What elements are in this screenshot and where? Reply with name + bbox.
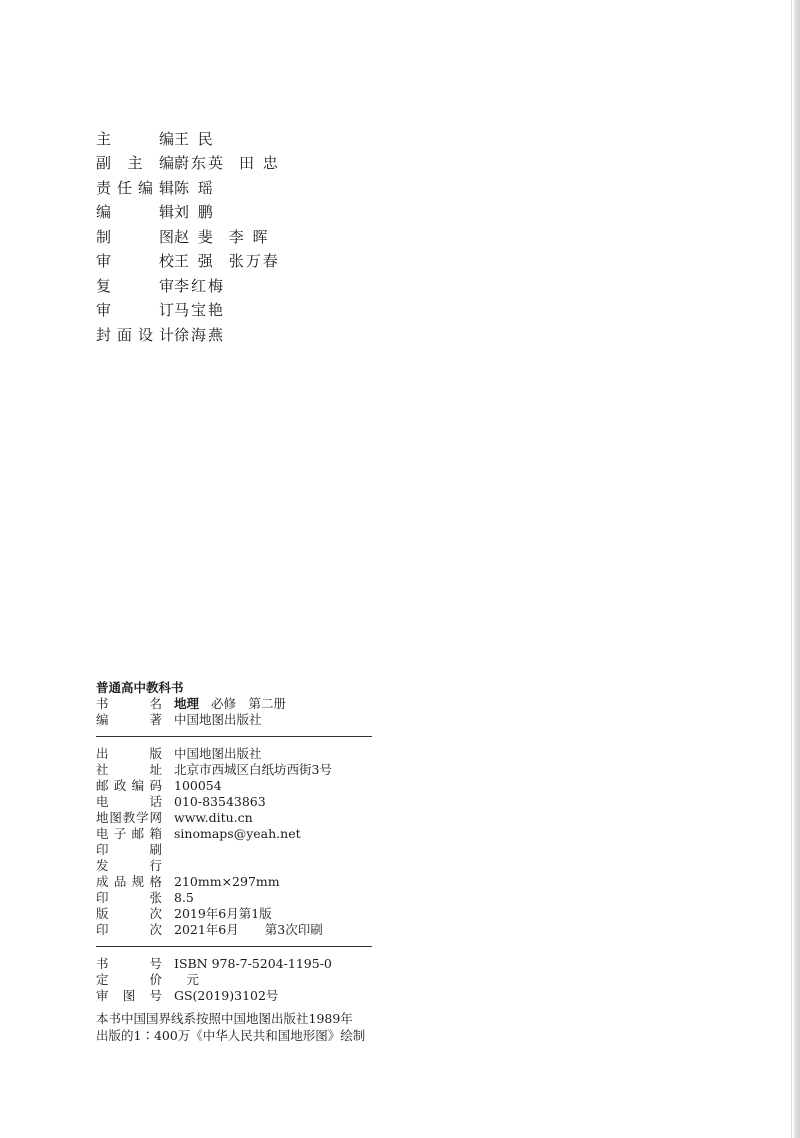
colophon-label-char: 网 [149,810,162,825]
staff-role-char: 图 [158,227,174,246]
colophon-value [174,746,372,762]
staff-role-char: 编 [137,178,153,197]
staff-names [174,128,229,149]
staff-role-char: 任 [116,178,132,197]
staff-role [96,275,174,296]
staff-name: 马宝艳 [174,301,226,320]
staff-row [96,298,294,323]
colophon-label-char: 定 [96,972,109,987]
colophon-label-char: 品 [113,874,127,889]
staff-name: 张万春 [228,252,280,271]
page-edge-line [791,0,792,1138]
colophon-label [96,972,162,988]
colophon-label-char: 地 [96,810,109,825]
staff-row [96,249,294,274]
colophon-label-char: 编 [131,778,145,793]
colophon-label-char: 子 [113,826,127,841]
colophon-label-char: 书 [96,696,109,711]
staff-role-char: 责 [96,178,112,197]
book-title: 地理 [174,696,200,711]
colophon-label-char: 行 [149,858,162,873]
staff-role-char: 辑 [158,178,174,197]
staff-role-char: 主 [96,129,112,148]
colophon-label-char: 版 [149,746,162,761]
staff-role-char: 编 [158,129,174,148]
colophon-label [96,956,162,972]
colophon-label-char: 政 [113,778,127,793]
colophon-label-char: 学 [136,810,149,825]
colophon-value-text: 2021年6月 [174,922,239,937]
colophon-value [174,712,372,728]
colophon-label-char: 号 [149,988,162,1003]
staff-name: 李 晖 [228,227,270,246]
colophon-label-char: 电 [96,826,109,841]
colophon-row [96,712,372,728]
publishing-info-group [96,746,372,938]
colophon-row [96,826,372,842]
book-info-group [96,696,372,728]
colophon-value [174,874,372,890]
staff-name: 田 忠 [239,154,280,173]
staff-role-char: 校 [158,252,174,271]
colophon-row [96,906,372,922]
colophon-value-text: 元 [174,972,200,987]
colophon-value [174,890,372,906]
staff-role-char: 封 [96,325,112,344]
colophon-label [96,890,162,906]
colophon-label-char: 次 [149,906,162,921]
staff-name: 蔚东英 [174,154,226,173]
colophon-value [174,972,372,988]
colophon-label-char: 社 [96,762,109,777]
colophon-value [174,778,372,794]
staff-names [174,177,229,198]
colophon-label-char: 教 [122,810,136,825]
colophon-label [96,826,162,842]
colophon-value-text: 8.5 [174,890,194,905]
staff-role-char: 审 [158,276,174,295]
colophon-row [96,746,372,762]
staff-names [174,152,294,173]
staff-name: 赵 斐 [174,227,215,246]
colophon-row [96,842,372,858]
staff-role-char: 编 [158,154,174,173]
colophon-label-char: 话 [149,794,162,809]
colophon-row [96,858,372,874]
colophon-label-char: 成 [96,874,109,889]
staff-name: 王 强 [174,252,215,271]
staff-name: 陈 瑶 [174,178,215,197]
colophon-value-text: 北京市西城区白纸坊西街3号 [174,762,332,777]
staff-names [174,201,229,222]
colophon-label-char: 印 [96,922,109,937]
colophon-label-char: 电 [96,794,109,809]
colophon-value [174,826,372,842]
colophon-label [96,988,162,1004]
colophon-label-char: 次 [149,922,162,937]
colophon-label-char: 版 [96,906,109,921]
staff-role-char: 复 [96,276,112,295]
colophon-label [96,762,162,778]
colophon-value-text: GS(2019)3102号 [174,988,279,1003]
colophon-label-char: 格 [149,874,162,889]
colophon-label [96,874,162,890]
staff-role-char: 计 [158,325,174,344]
colophon-label [96,858,162,874]
note-line: 本书中国国界线系按照中国地图出版社1989年 [96,1011,353,1026]
staff-row [96,126,294,151]
colophon-value [174,858,372,874]
colophon-label-char: 邮 [131,826,145,841]
series-title: 普通高中教科书 [96,680,184,695]
staff-role-char: 审 [96,301,112,320]
staff-role-char: 编 [96,203,112,222]
colophon-label-char: 印 [96,890,109,905]
colophon-label-char: 图 [109,810,122,825]
colophon-label [96,778,162,794]
colophon-row [96,988,372,1004]
colophon-value [174,922,372,938]
colophon-value-text: 010-83543863 [174,794,266,809]
staff-credits [96,126,294,347]
staff-role-char: 辑 [158,203,174,222]
staff-names [174,226,284,247]
staff-role-char: 设 [137,325,153,344]
colophon-value-text: 210mm×297mm [174,874,280,889]
staff-names [174,250,294,271]
staff-role [96,250,174,271]
staff-role-char: 审 [96,252,112,271]
colophon-label [96,696,162,712]
colophon-label-char: 印 [96,842,109,857]
staff-row [96,175,294,200]
colophon-value-text: 100054 [174,778,222,793]
staff-role-char: 制 [96,227,112,246]
colophon [96,680,372,1004]
colophon-label-char: 著 [149,712,162,727]
colophon-row [96,810,372,826]
colophon-row [96,874,372,890]
staff-role-char: 主 [127,154,143,173]
staff-row [96,322,294,347]
colophon-label-char: 名 [149,696,162,711]
colophon-label-char: 码 [149,778,162,793]
colophon-label [96,906,162,922]
colophon-row [96,922,372,938]
colophon-label-char: 规 [131,874,145,889]
colophon-label [96,842,162,858]
staff-role-char: 订 [158,301,174,320]
page-edge [794,0,800,1138]
colophon-value-text: sinomaps@yeah.net [174,826,301,841]
colophon-label-char: 邮 [96,778,109,793]
staff-role-char: 面 [116,325,132,344]
staff-role [96,324,174,345]
colophon-value-text: www.ditu.cn [174,810,253,825]
colophon-label [96,922,162,938]
colophon-label-char: 编 [96,712,109,727]
colophon-label-char: 发 [96,858,109,873]
colophon-label-char: 号 [149,956,162,971]
colophon-row [96,778,372,794]
colophon-label-char: 张 [149,890,162,905]
colophon-value-text: ISBN 978-7-5204-1195-0 [174,956,332,971]
colophon-value-text: 第3次印刷 [264,922,323,937]
staff-role [96,299,174,320]
colophon-value [174,810,372,826]
divider [96,946,372,947]
colophon-row [96,972,372,988]
colophon-row [96,794,372,810]
staff-role [96,152,174,173]
colophon-row [96,956,372,972]
colophon-value [174,956,372,972]
staff-names [174,299,239,320]
colophon-label-char: 刷 [149,842,162,857]
staff-row [96,200,294,225]
isbn-info-group [96,956,372,1004]
book-subtitle: 必修 第二册 [211,696,287,711]
colophon-value [174,696,372,712]
colophon-row [96,762,372,778]
staff-role [96,177,174,198]
colophon-value [174,988,372,1004]
staff-row [96,273,294,298]
colophon-label-char: 审 [96,988,109,1003]
colophon-row [96,696,372,712]
colophon-value [174,906,372,922]
colophon-label-char: 价 [149,972,162,987]
staff-name: 刘 鹏 [174,203,215,222]
staff-name: 徐海燕 [174,325,226,344]
colophon-label-char: 图 [122,988,136,1003]
colophon-label-char: 址 [149,762,162,777]
staff-role [96,201,174,222]
colophon-value-text: 中国地图出版社 [174,712,262,727]
border-note [96,1010,386,1044]
colophon-label [96,810,162,826]
colophon-value [174,842,372,858]
colophon-value-text: 2019年6月第1版 [174,906,272,921]
colophon-label [96,746,162,762]
staff-role [96,226,174,247]
staff-role [96,128,174,149]
colophon-label-char: 书 [96,956,109,971]
note-line: 出版的1∶400万《中华人民共和国地形图》绘制 [96,1028,366,1043]
divider [96,736,372,737]
colophon-value [174,762,372,778]
colophon-label [96,712,162,728]
staff-name: 李红梅 [174,276,226,295]
staff-names [174,324,239,345]
staff-role-char: 副 [96,154,112,173]
staff-row [96,224,294,249]
colophon-value-text: 中国地图出版社 [174,746,262,761]
staff-name: 王 民 [174,129,215,148]
colophon-value [174,794,372,810]
colophon-row [96,890,372,906]
staff-names [174,275,239,296]
colophon-label-char: 箱 [149,826,162,841]
colophon-label [96,794,162,810]
staff-row [96,151,294,176]
colophon-label-char: 出 [96,746,109,761]
